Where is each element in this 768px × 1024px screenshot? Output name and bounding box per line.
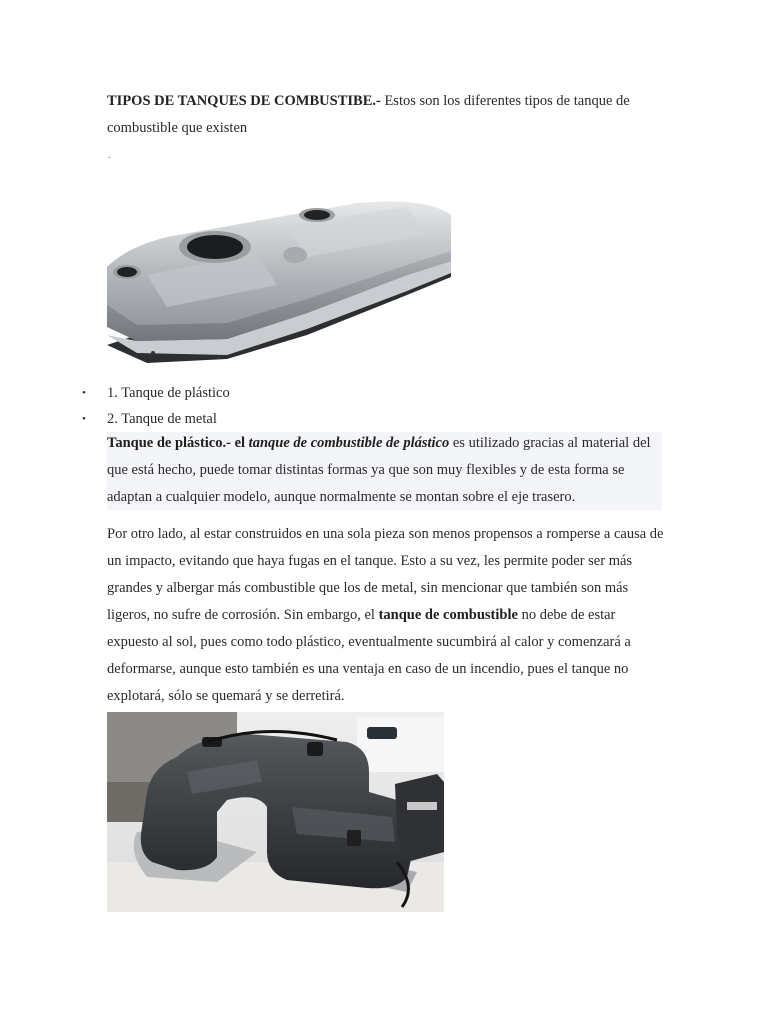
intro-heading: TIPOS DE TANQUES DE COMBUSTIBE.- [107, 93, 381, 109]
intro-paragraph [107, 88, 667, 142]
list-item-text: 1. Tanque de plástico [107, 385, 230, 401]
stray-mark: . [108, 150, 111, 161]
plastic-emphasis: tanque de combustible de plástico [248, 435, 450, 451]
metal-fuel-tank-image [107, 195, 451, 373]
plastic-heading: Tanque de plástico.- el [107, 435, 246, 451]
advantages-paragraph [107, 521, 667, 710]
intro-text: Estos son los diferentes tipos de tanque de combustible que existen [107, 93, 630, 136]
bullet-icon: • [82, 413, 86, 425]
list-item-text: 2. Tanque de metal [107, 411, 217, 427]
plastic-tank-paragraph [107, 430, 667, 511]
plastic-text: es utilizado gracias al material del que está hecho, puede tomar distintas formas ya que son muy flexibles y de esta forma se adaptan a cualquier modelo, aunque normalmente se montan sobre el eje trasero. [107, 435, 651, 505]
plastic-fuel-tank-image [107, 712, 444, 912]
advantages-text-before: Por otro lado, al estar construidos en una sola pieza son menos propensos a romperse a causa de un impacto, evitando que haya fugas en el tanque. Esto a su vez, les permite poder ser más grandes y albergar más combustible que los de metal, sin mencionar que también son más ligeros, no sufre de corrosión. Sin embargo, el [107, 526, 664, 623]
advantages-text-after: no debe de estar expuesto al sol, pues como todo plástico, eventualmente sucumbirá al calor y comenzará a deformarse, aunque esto también es una ventaja en caso de un incendio, pues el tanque no explotará, sólo se quemará y se derretirá. [107, 607, 631, 704]
advantages-bold-term: tanque de combustible [378, 607, 518, 623]
bullet-icon: • [82, 387, 86, 399]
